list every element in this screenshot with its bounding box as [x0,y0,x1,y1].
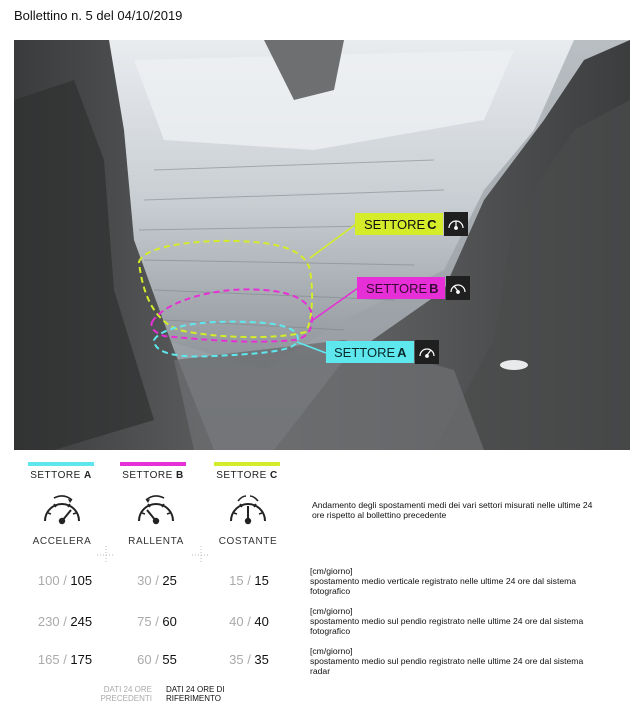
trend-accelera [22,495,102,547]
gauge-decelerate-icon [134,495,178,529]
row-3-description: [cm/giorno] spostamento medio sul pendio registrato nelle ultime 24 ore dal sistema radar [310,646,600,676]
trend-label: COSTANTE [218,536,278,547]
trend-costante [208,495,288,547]
unit-label: [cm/giorno] [310,566,353,576]
sector-b-header: SETTORE B [120,462,186,481]
sector-c-header: SETTORE C [214,462,280,481]
callout-sector-b [357,276,470,300]
value-sector-c-row-2: 40 / 40 [229,614,269,629]
sector-b-label: SETTORE [122,470,173,481]
sector-a-color-bar [28,462,94,466]
value-sector-b-row-1: 30 / 25 [137,573,177,588]
svg-text:SETTOREA: SETTORE A [334,345,407,360]
row-2-description: [cm/giorno] spostamento medio sul pendio registrato nelle ultime 24 ore dal sistema fotografico [310,606,600,636]
value-sector-a-row-1: 100 / 105 [37,573,93,588]
value-sector-a-row-2: 230 / 245 [37,614,93,629]
legend-previous-data: DATI 24 ORE PRECEDENTI [100,685,152,703]
glacier-photo [14,40,630,450]
value-sector-b-row-3: 60 / 55 [137,652,177,667]
legend-reference-data: DATI 24 ORE DI RIFERIMENTO [166,685,225,703]
sector-a-label: SETTORE [30,470,81,481]
unit-label: [cm/giorno] [310,606,353,616]
callout-sector-a [326,340,439,364]
trend-label: RALLENTA [128,536,184,547]
trend-label: ACCELERA [32,536,92,547]
sector-c-label: SETTORE [216,470,267,481]
trend-description: Andamento degli spostamenti medi dei vari settori misurati nelle ultime 24 ore rispetto al bollettino precedente [312,500,593,520]
callout-sector-c [355,212,468,236]
row-1-description: [cm/giorno] spostamento medio verticale registrato nelle ultime 24 ore dal sistema fotografico [310,566,600,596]
gauge-steady-icon [226,495,270,529]
value-sector-c-row-3: 35 / 35 [229,652,269,667]
trend-rallenta [116,495,196,547]
gauge-accelerate-icon [40,495,84,529]
svg-text:SETTOREC: SETTORE C [364,217,437,232]
bulletin-title: Bollettino n. 5 del 04/10/2019 [14,8,183,23]
sector-a-header: SETTORE A [28,462,94,481]
divider-cross-icon [97,546,115,564]
sector-b-color-bar [120,462,186,466]
sector-c-color-bar [214,462,280,466]
divider-cross-icon [192,546,210,564]
value-sector-b-row-2: 75 / 60 [137,614,177,629]
value-sector-c-row-1: 15 / 15 [229,573,269,588]
value-sector-a-row-3: 165 / 175 [37,652,93,667]
svg-text:SETTOREB: SETTORE B [366,281,439,296]
unit-label: [cm/giorno] [310,646,353,656]
